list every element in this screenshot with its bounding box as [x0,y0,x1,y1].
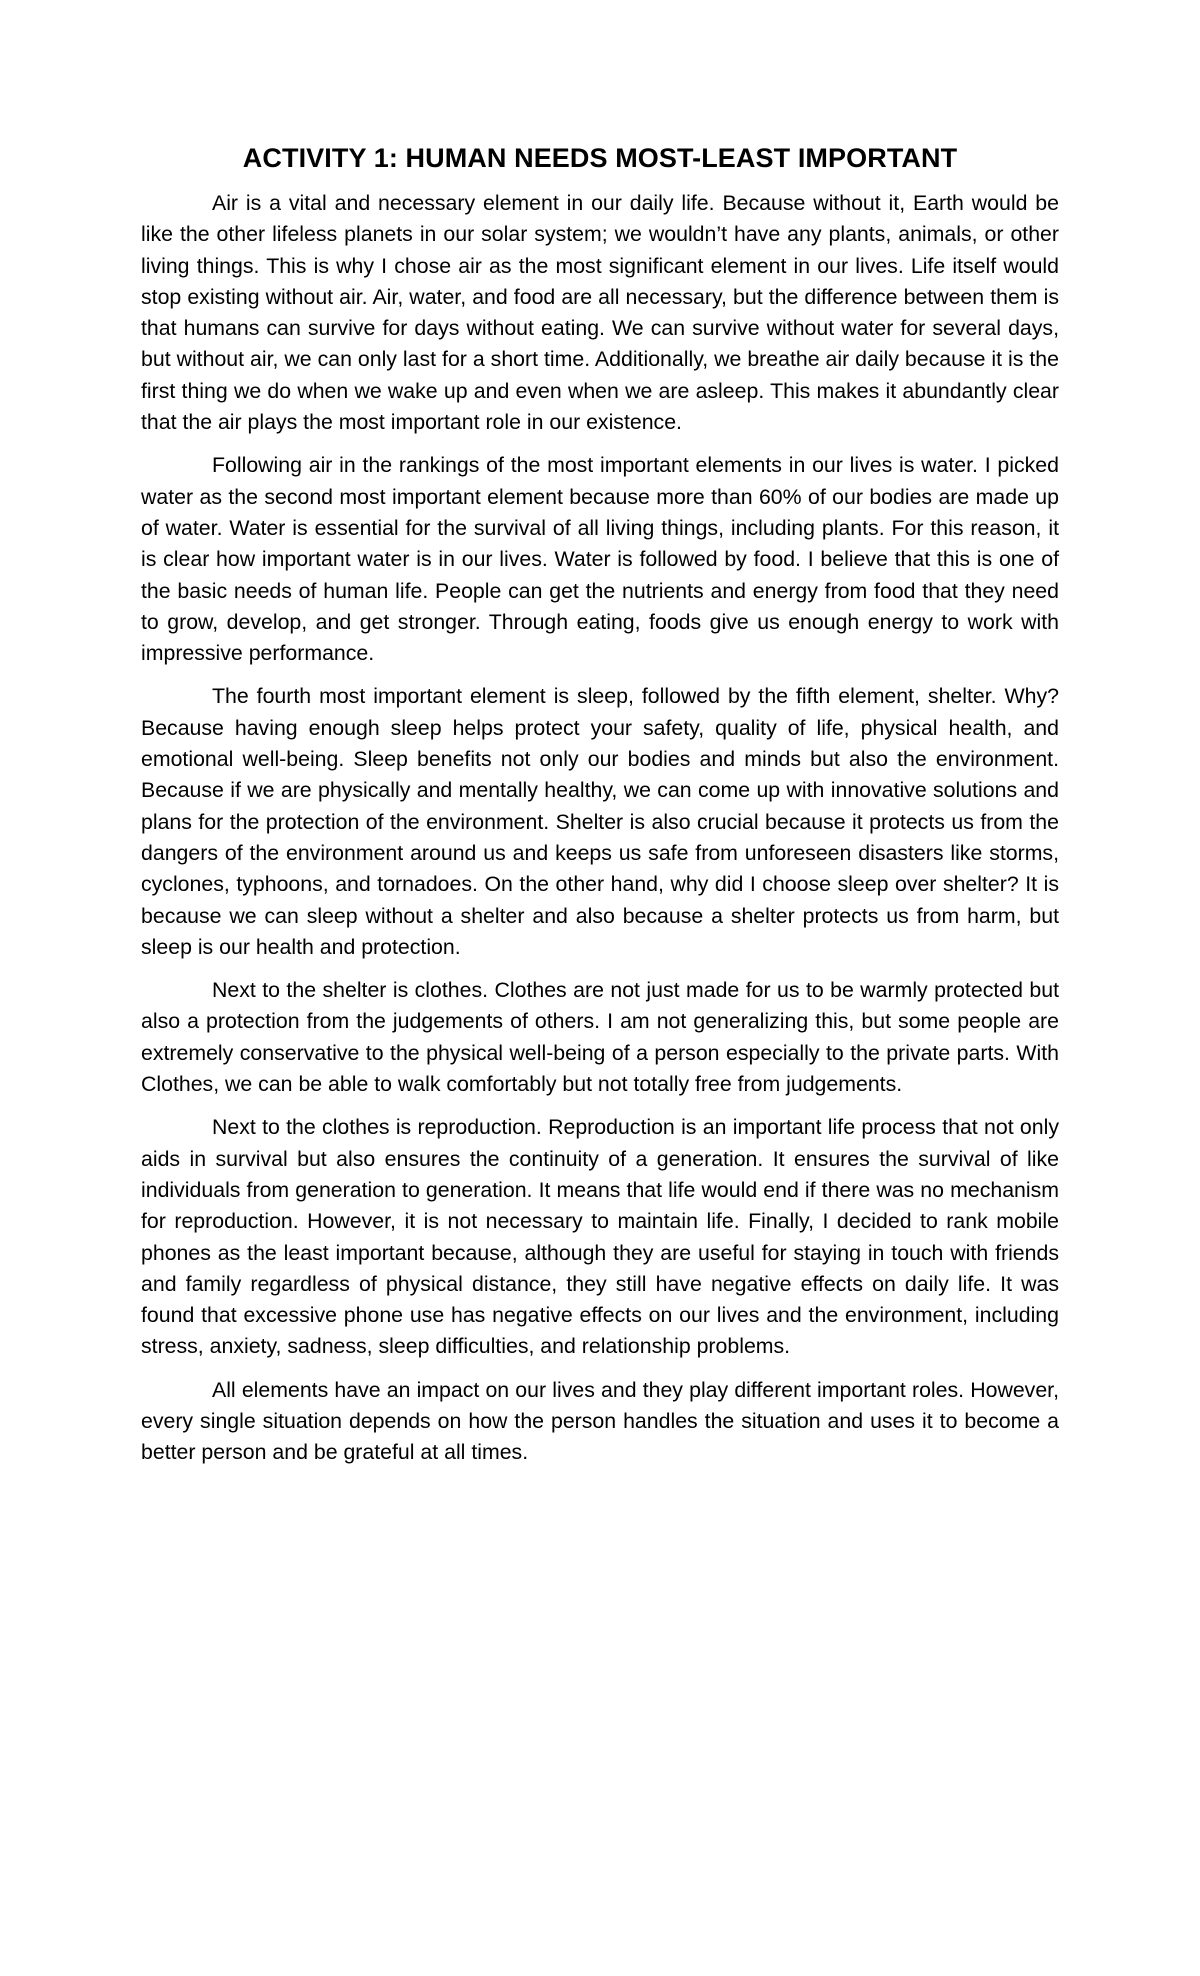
paragraph-air: Air is a vital and necessary element in our daily life. Because without it, Earth would be like the other lifeless planets in our solar system; we wouldn’t have any plants, animals, or other living things. This is why I chose air as the most significant element in our lives. Life itself would stop existing without air. Air, water, and food are all necessary, but the difference between them is that humans can survive for days without eating. We can survive without water for several days, but without air, we can only last for a short time. Additionally, we breathe air daily because it is the first thing we do when we wake up and even when we are asleep. This makes it abundantly clear that the air plays the most important role in our existence. [141,191,1059,435]
paragraph-conclusion: All elements have an impact on our lives and they play different important roles. However, every single situation depends on how the person handles the situation and uses it to become a better person and be grateful at all times. [141,1377,1059,1465]
document-page [141,0,1059,1481]
paragraph-reproduction-phones: Next to the clothes is reproduction. Reproduction is an important life process that not only aids in survival but also ensures the continuity of a generation. It ensures the survival of like individuals from generation to generation. It means that life would end if there was no mechanism for reproduction. However, it is not necessary to maintain life. Finally, I decided to rank mobile phones as the least important because, although they are useful for staying in touch with friends and family regardless of physical distance, they still have negative effects on daily life. It was found that excessive phone use has negative effects on our lives and the environment, including stress, anxiety, sadness, sleep difficulties, and relationship problems. [141,1115,1059,1359]
document-body [141,188,1059,1469]
paragraph-clothes: Next to the shelter is clothes. Clothes are not just made for us to be warmly protected but also a protection from the judgements of others. I am not generalizing this, but some people are extremely conservative to the physical well-being of a person especially to the private parts. With Clothes, we can be able to walk comfortably but not totally free from judgements. [141,978,1059,1097]
paragraph-sleep-shelter: The fourth most important element is sleep, followed by the fifth element, shelter. Why? Because having enough sleep helps protect your safety, quality of life, physical health, and emotional well-being. Sleep benefits not only our bodies and minds but also the environment. Because if we are physically and mentally healthy, we can come up with innovative solutions and plans for the protection of the environment. Shelter is also crucial because it protects us from the dangers of the environment around us and keeps us safe from unforeseen disasters like storms, cyclones, typhoons, and tornadoes. On the other hand, why did I choose sleep over shelter? It is because we can sleep without a shelter and also because a shelter protects us from harm, but sleep is our health and protection. [141,684,1059,959]
paragraph-water-food: Following air in the rankings of the most important elements in our lives is water. I picked water as the second most important element because more than 60% of our bodies are made up of water. Water is essential for the survival of all living things, including plants. For this reason, it is clear how important water is in our lives. Water is followed by food. I believe that this is one of the basic needs of human life. People can get the nutrients and energy from food that they need to grow, develop, and get stronger. Through eating, foods give us enough energy to work with impressive performance. [141,453,1059,666]
document-title: ACTIVITY 1: HUMAN NEEDS MOST-LEAST IMPORTANT [242,143,958,173]
